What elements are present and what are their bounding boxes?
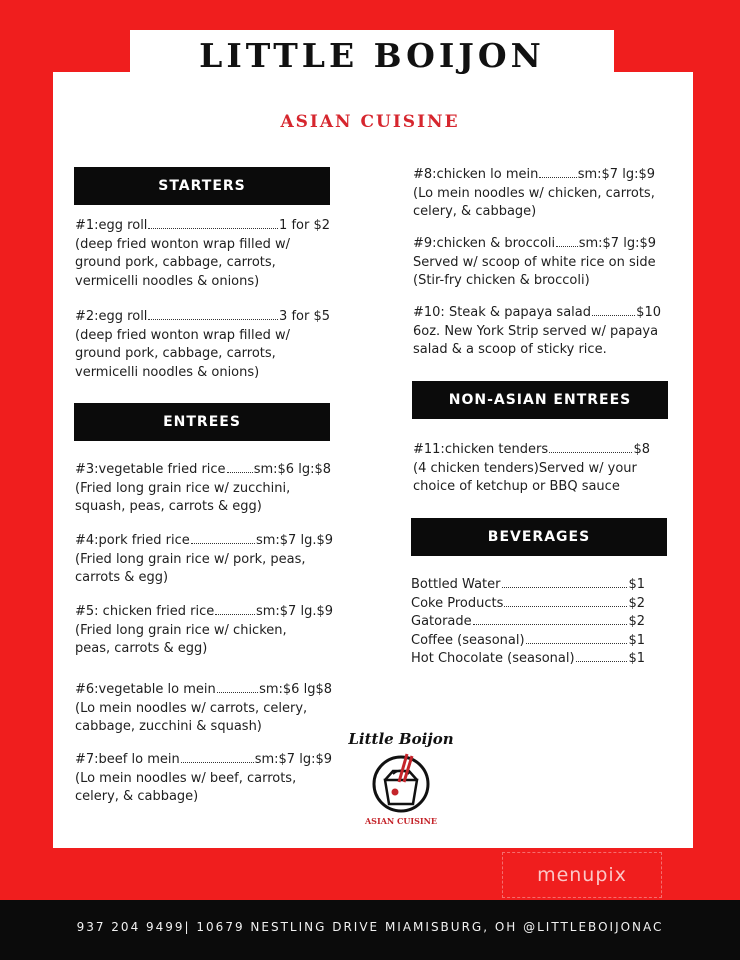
menu-item: #3:vegetable fried rice sm:$6 lg:$8 (Fried long grain rice w/ zucchini, squash, peas, carrots & egg): [75, 462, 331, 514]
title-box: [130, 30, 614, 82]
section-starters: STARTERS: [74, 167, 330, 205]
logo-subtitle: ASIAN CUISINE: [364, 816, 438, 826]
menu-item: #8:chicken lo mein sm:$7 lg:$9 (Lo mein noodles w/ chicken, carrots, celery, & cabbage): [413, 167, 655, 219]
section-entrees: ENTREES: [74, 403, 330, 441]
takeout-box-icon: [366, 750, 436, 816]
section-non-asian-entrees: NON-ASIAN ENTREES: [412, 381, 668, 419]
cuisine-subtitle: ASIAN CUISINE: [280, 112, 460, 132]
list-item: Coke Products $2: [411, 595, 645, 611]
menupix-watermark: menupix: [502, 852, 662, 898]
menu-item: #10: Steak & papaya salad $10 6oz. New York Strip served w/ papaya salad & a scoop of sticky rice.: [413, 305, 661, 357]
list-item: Hot Chocolate (seasonal) $1: [411, 651, 645, 666]
menu-item: #9:chicken & broccoli sm:$7 lg:$9 Served w/ scoop of white rice on side (Stir-fry chicken & broccoli): [413, 236, 656, 288]
beverage-list: [411, 576, 645, 669]
restaurant-logo: [336, 730, 466, 830]
logo-title: Little Boijon: [348, 730, 454, 748]
list-item: Bottled Water $1: [411, 577, 645, 592]
menu-item: #4:pork fried rice sm:$7 lg.$9 (Fried long grain rice w/ pork, peas, carrots & egg): [75, 533, 333, 585]
menu-item: #11:chicken tenders $8 (4 chicken tenders)Served w/ your choice of ketchup or BBQ sauce: [413, 442, 650, 494]
restaurant-title: LITTLE BOIJON: [199, 36, 545, 75]
menu-item: #2:egg roll 3 for $5 (deep fried wonton wrap filled w/ ground pork, cabbage, carrots, vermicelli noodles & onions): [75, 309, 330, 380]
section-beverages: BEVERAGES: [411, 518, 667, 556]
menu-item: #5: chicken fried rice sm:$7 lg.$9 (Fried long grain rice w/ chicken, peas, carrots & egg): [75, 604, 333, 656]
contact-footer: 937 204 9499| 10679 NESTLING DRIVE MIAMISBURG, OH @LITTLEBOIJONAC: [0, 900, 740, 960]
menu-item: #6:vegetable lo mein sm:$6 lg$8 (Lo mein noodles w/ carrots, celery, cabbage, zucchini & squash): [75, 682, 332, 734]
menu-item: #1:egg roll 1 for $2 (deep fried wonton wrap filled w/ ground pork, cabbage, carrots, vermicelli noodles & onions): [75, 218, 330, 289]
list-item: Coffee (seasonal) $1: [411, 632, 645, 648]
list-item: Gatorade $2: [411, 614, 645, 629]
menu-item: #7:beef lo mein sm:$7 lg:$9 (Lo mein noodles w/ beef, carrots, celery, & cabbage): [75, 752, 332, 804]
